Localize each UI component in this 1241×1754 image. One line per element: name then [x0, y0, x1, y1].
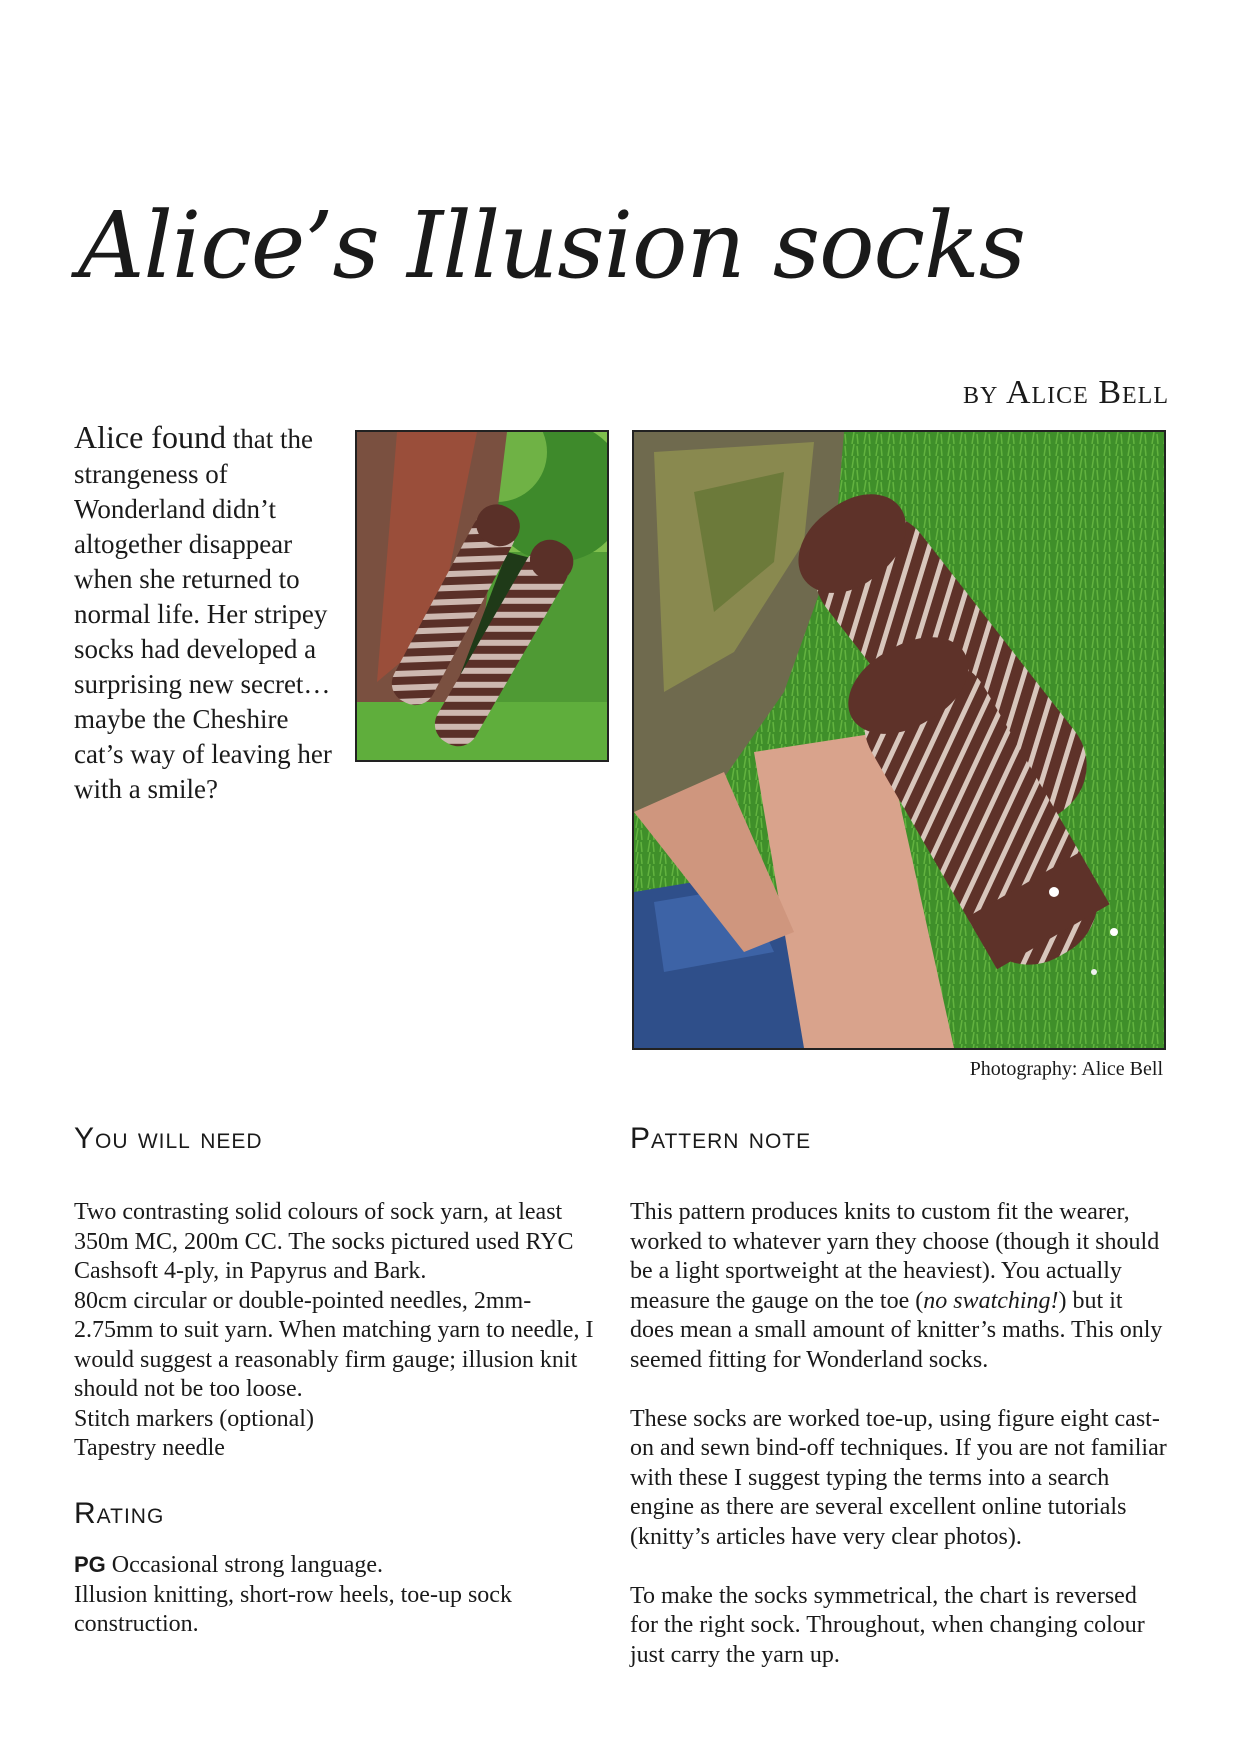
pattern-note-paragraph: [630, 1198, 1170, 1375]
rating-reason: Occasional strong language.: [105, 1552, 384, 1578]
rating-block: [74, 1550, 594, 1640]
pattern-note-heading: Pattern note: [630, 1122, 812, 1155]
materials-line: Two contrasting solid colours of sock yarn, at least 350m MC, 200m CC. The socks pictured used RYC Cashsoft 4-ply, in Papyrus and Bark.: [74, 1199, 574, 1284]
rating-line: [74, 1550, 594, 1581]
pattern-note-text: [630, 1198, 1170, 1700]
author-byline: by Alice Bell: [963, 374, 1169, 411]
pattern-note-text-a: This pattern produces knits to custom fit the wearer, worked to whatever yarn they choose (though it should be a light sportweight at the heaviest). You actually measure the gauge on the toe (: [630, 1199, 1160, 1314]
materials-line: Tapestry needle: [74, 1435, 225, 1461]
socks-grass-image: [634, 432, 1164, 1048]
socks-tree-image: [357, 432, 607, 760]
materials-line: 80cm circular or double-pointed needles, 2mm-2.75mm to suit yarn. When matching yarn to needle, I would suggest a reasonably firm gauge; illusion knit should not be too loose.: [74, 1287, 594, 1402]
pattern-title: Alice’s Illusion socks: [78, 192, 1026, 299]
you-will-need-list: [74, 1198, 594, 1464]
you-will-need-heading: You will need: [74, 1122, 263, 1155]
intro-text: that the strangeness of Wonderland didn’t altogether disappear when she returned to normal life. Her stripey socks had developed a surprising new secret… maybe the Cheshire cat’s way of leaving her with a smile?: [74, 424, 332, 804]
pattern-note-text-b: ) but it does mean a small amount of knitter’s maths. This only seemed fitting for Wonderland socks.: [630, 1287, 1163, 1373]
materials-line: Stitch markers (optional): [74, 1405, 314, 1432]
socks-photo-tree: [355, 430, 609, 762]
photo-credit: Photography: Alice Bell: [969, 1058, 1163, 1080]
pattern-note-paragraph: To make the socks symmetrical, the chart is reversed for the right sock. Throughout, when changing colour just carry the yarn up.: [630, 1582, 1145, 1668]
pattern-note-paragraph: These socks are worked toe-up, using figure eight cast-on and sewn bind-off techniques. If you are not familiar with these I suggest typing the terms into a search engine as there are several excellent online tutorials (knitty’s articles have very clear photos).: [630, 1405, 1167, 1550]
rating-code: PG: [74, 1552, 106, 1577]
intro-paragraph: [74, 420, 344, 807]
rating-detail: Illusion knitting, short-row heels, toe-up sock construction.: [74, 1581, 512, 1637]
rating-heading: Rating: [74, 1497, 165, 1530]
socks-photo-grass: [632, 430, 1166, 1050]
intro-lead: Alice found: [74, 419, 226, 455]
no-swatching-emphasis: no swatching!: [923, 1287, 1059, 1314]
